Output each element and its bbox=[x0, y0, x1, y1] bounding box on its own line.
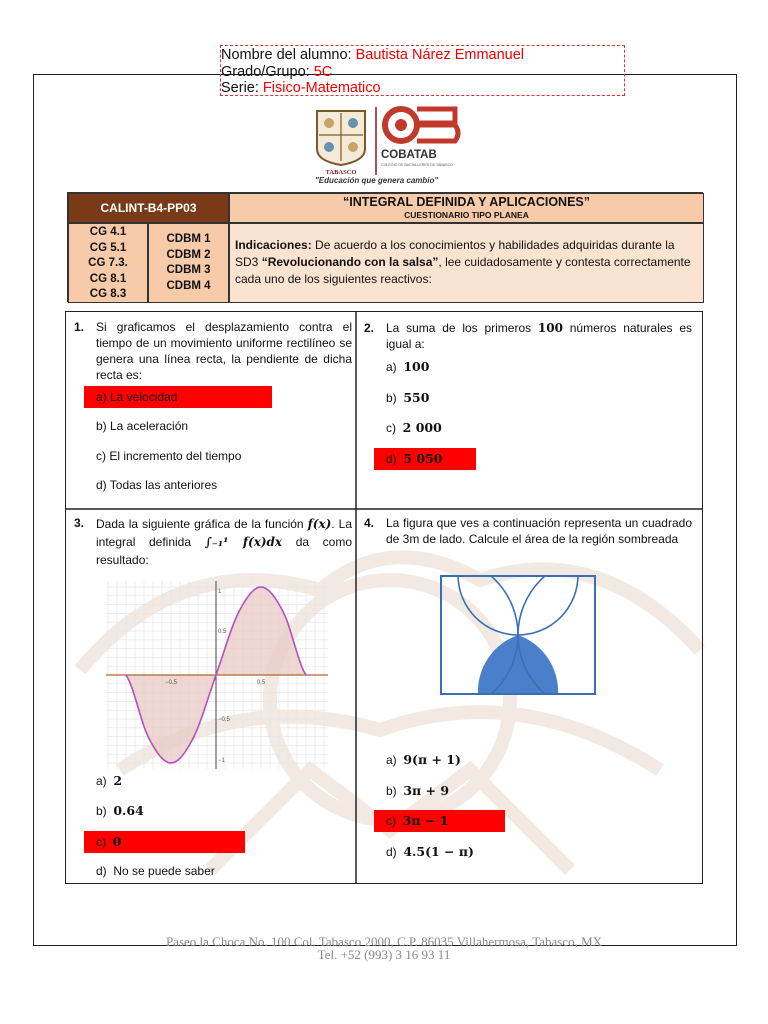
footer-address: Paseo la Choca No. 100 Col. Tabasco 2000, C.P. 86035 Villahermosa, Tabasco, MX bbox=[165, 934, 603, 949]
student-group-value: 5C bbox=[313, 63, 333, 80]
seal-caption: TABASCO bbox=[325, 169, 357, 176]
tick-label: −1 bbox=[218, 758, 225, 764]
document-title: “INTEGRAL DEFINIDA Y APLICACIONES” bbox=[342, 195, 590, 209]
option-c[interactable] bbox=[96, 831, 121, 853]
integral-expression: ∫₋₁¹ f(x)dx bbox=[204, 535, 283, 549]
question-text-part: da como resultado: bbox=[96, 535, 353, 567]
brand-subtitle: COLEGIO DE BACHILLERES DE TABASCO bbox=[381, 163, 453, 167]
brand-name: COBATAB bbox=[381, 149, 437, 161]
cg-item: CG 5.1 bbox=[89, 241, 127, 254]
option-value: 100 bbox=[403, 359, 430, 374]
question-number: 1. bbox=[74, 320, 85, 334]
tick-label: −0.5 bbox=[165, 680, 177, 686]
option-label: b) La aceleración bbox=[96, 419, 189, 433]
option-d[interactable] bbox=[386, 448, 443, 470]
question-text-part: números naturales es igual a: bbox=[386, 321, 692, 351]
option-value: 9(π + 1) bbox=[403, 752, 461, 767]
question-number: 2. bbox=[364, 321, 375, 335]
option-d[interactable] bbox=[386, 841, 474, 863]
option-a[interactable] bbox=[386, 749, 461, 771]
option-value: 2 bbox=[113, 773, 123, 788]
answer-highlight bbox=[84, 831, 245, 853]
option-b[interactable] bbox=[386, 387, 429, 409]
slogan: "Educación que genera cambio" bbox=[315, 176, 439, 185]
indications-label: Indicaciones: bbox=[235, 238, 312, 252]
student-group-label: Grado/Grupo: bbox=[221, 63, 314, 80]
option-c[interactable] bbox=[96, 445, 241, 467]
question-text bbox=[386, 320, 692, 352]
indications-text-2: , lee cuidadosamente y contesta correctamente cada uno de los siguientes reactivos: bbox=[235, 255, 691, 286]
student-info-box bbox=[220, 45, 625, 96]
cg-competencies bbox=[68, 223, 148, 303]
document-code: CALINT-B4-PP03 bbox=[68, 193, 229, 223]
option-b[interactable] bbox=[386, 780, 449, 802]
cg-item: CG 4.1 bbox=[89, 226, 127, 238]
cg-item: CG 7.3. bbox=[88, 257, 128, 269]
question-text: Si graficamos el desplazamiento contra el tiempo de un movimiento uniforme rectilíneo se genera una línea recta, la pendiente de dicha recta es: bbox=[96, 320, 352, 382]
tick-label: 1 bbox=[218, 589, 222, 595]
institution-logos bbox=[305, 103, 465, 185]
option-value: 3π − 1 bbox=[402, 813, 449, 828]
student-series-line bbox=[221, 80, 624, 97]
option-label: d) Todas las anteriores bbox=[96, 478, 218, 492]
option-a[interactable] bbox=[386, 356, 429, 378]
cobatab-logo-icon bbox=[381, 109, 458, 167]
option-label: a) La velocidad bbox=[96, 390, 178, 404]
question-number: 3. bbox=[74, 516, 85, 530]
question-1 bbox=[66, 312, 356, 509]
option-letter: d) bbox=[96, 864, 107, 878]
indications bbox=[229, 223, 704, 303]
student-name-value: Bautista Nárez Emmanuel bbox=[355, 47, 525, 63]
question-4 bbox=[356, 509, 702, 883]
option-value: 550 bbox=[403, 390, 430, 405]
footer-phone: Tel. +52 (993) 3 16 93 11 bbox=[317, 947, 451, 962]
option-letter: d) bbox=[386, 845, 397, 859]
option-letter: d) bbox=[386, 452, 397, 466]
student-series-value: Fisico-Matematico bbox=[262, 80, 381, 96]
question-2 bbox=[356, 312, 702, 509]
option-c[interactable] bbox=[386, 810, 448, 832]
student-name-label: Nombre del alumno: bbox=[221, 47, 356, 63]
option-letter: a) bbox=[386, 360, 397, 374]
option-value: 2 000 bbox=[402, 420, 442, 435]
document-title-cell bbox=[229, 193, 704, 223]
student-series-label: Serie: bbox=[221, 80, 263, 96]
document-subtitle: CUESTIONARIO TIPO PLANEA bbox=[404, 210, 529, 220]
tick-label: −0.5 bbox=[218, 717, 230, 723]
question-text-part: La suma de los primeros bbox=[386, 321, 538, 335]
option-letter: b) bbox=[96, 804, 107, 818]
indications-text-1: De acuerdo a los conocimientos y habilidades adquiridas durante la SD3 bbox=[235, 238, 675, 269]
tabasco-seal-icon bbox=[317, 111, 365, 176]
option-value: 4.5(1 − π) bbox=[403, 844, 474, 859]
student-group-line bbox=[221, 64, 624, 81]
student-name-line bbox=[221, 47, 624, 64]
cdbm-item: CDBM 3 bbox=[166, 264, 211, 276]
question-text: La figura que ves a continuación representa un cuadrado de 3m de lado. Calcule el área de la región sombreada bbox=[386, 516, 692, 546]
function-name: f(x) bbox=[307, 517, 332, 531]
option-b[interactable] bbox=[96, 415, 188, 437]
option-b[interactable] bbox=[96, 800, 144, 822]
option-a[interactable] bbox=[96, 386, 177, 408]
question-number: 4. bbox=[364, 516, 375, 530]
questions-grid bbox=[65, 311, 703, 884]
option-letter: c) bbox=[386, 814, 396, 828]
option-label: c) El incremento del tiempo bbox=[96, 449, 242, 463]
tick-label: 0.5 bbox=[218, 629, 227, 635]
question-text bbox=[96, 515, 352, 569]
option-letter: b) bbox=[386, 784, 397, 798]
function-chart bbox=[106, 581, 328, 769]
option-letter: a) bbox=[96, 774, 107, 788]
question-text-part: . La integral definida bbox=[96, 517, 352, 549]
option-letter: b) bbox=[386, 391, 397, 405]
option-letter: c) bbox=[96, 835, 106, 849]
option-value: 0 bbox=[112, 834, 122, 849]
tick-label: 0.5 bbox=[256, 680, 266, 686]
question-number-value: 100 bbox=[537, 321, 563, 335]
question-text-part: Dada la siguiente gráfica de la función bbox=[96, 517, 308, 531]
indications-unit-name: “Revolucionando con la salsa” bbox=[261, 255, 439, 269]
cdbm-item: CDBM 4 bbox=[166, 279, 211, 292]
cdbm-item: CDBM 2 bbox=[166, 248, 211, 261]
option-letter: a) bbox=[386, 753, 397, 767]
cdbm-item: CDBM 1 bbox=[166, 233, 211, 245]
option-value: 5 050 bbox=[403, 451, 443, 466]
square-figure bbox=[440, 575, 600, 699]
option-value: 3π + 9 bbox=[403, 783, 450, 798]
option-a[interactable] bbox=[96, 770, 122, 792]
option-c[interactable] bbox=[386, 417, 442, 439]
question-3 bbox=[66, 509, 356, 883]
option-value: No se puede saber bbox=[113, 864, 215, 878]
option-d[interactable] bbox=[96, 860, 215, 882]
header-table bbox=[67, 192, 703, 302]
option-d[interactable] bbox=[96, 474, 217, 496]
cdbm-competencies bbox=[148, 223, 229, 303]
cg-item: CG 8.3 bbox=[89, 288, 127, 300]
option-letter: c) bbox=[386, 421, 396, 435]
option-value: 0.64 bbox=[113, 803, 144, 818]
cg-item: CG 8.1 bbox=[89, 272, 127, 285]
